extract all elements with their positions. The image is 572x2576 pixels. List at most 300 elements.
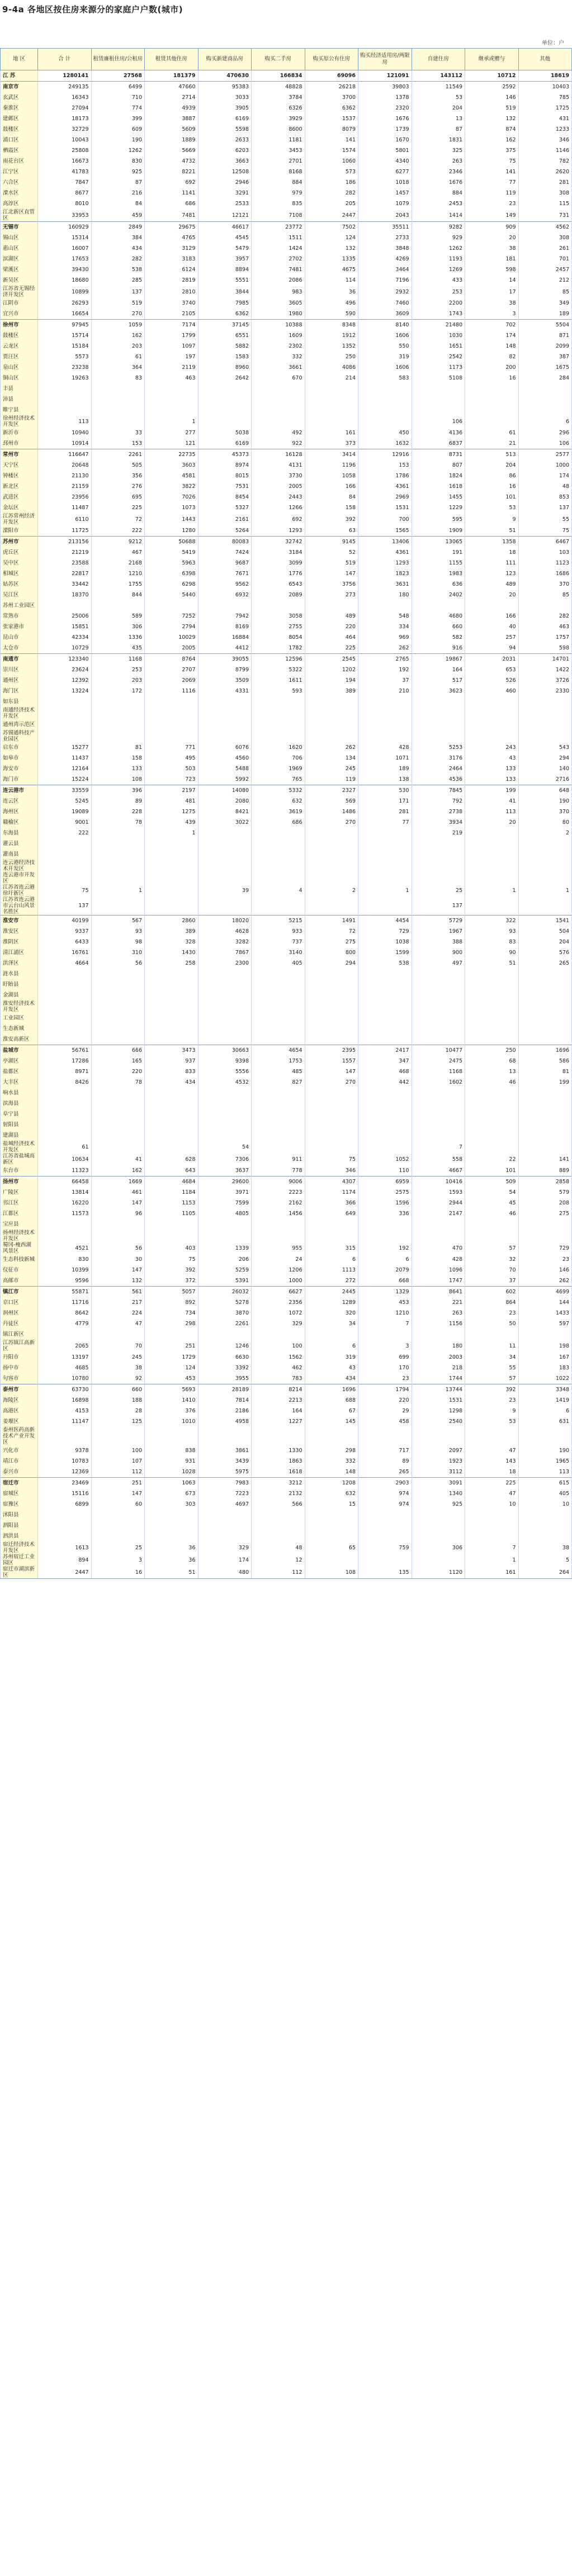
value-cell: 18 (465, 1467, 519, 1478)
region-cell: 淮安高新区 (1, 1034, 38, 1045)
value-cell (145, 719, 198, 730)
value-cell (358, 1219, 412, 1230)
value-cell: 33442 (38, 579, 92, 590)
value-cell: 1262 (91, 145, 145, 156)
value-cell: 188 (91, 1395, 145, 1406)
value-cell (412, 1531, 465, 1541)
value-cell: 530 (358, 785, 412, 796)
value-cell: 5259 (198, 1265, 252, 1275)
column-header: 地 区 (1, 49, 38, 70)
value-cell: 38 (465, 243, 519, 254)
value-cell: 1620 (252, 742, 305, 753)
value-cell (91, 415, 145, 428)
value-cell: 149 (465, 209, 519, 222)
value-cell: 1358 (465, 537, 519, 548)
value-cell: 492 (252, 428, 305, 438)
value-cell: 26293 (38, 298, 92, 309)
region-cell: 溧水区 (1, 188, 38, 198)
value-cell (252, 1098, 305, 1109)
value-cell (38, 1088, 92, 1098)
value-cell (305, 415, 358, 428)
value-cell: 8971 (38, 1066, 92, 1077)
value-cell: 4153 (38, 1406, 92, 1416)
value-cell (465, 415, 519, 428)
region-cell: 广陵区 (1, 1187, 38, 1198)
value-cell: 11573 (38, 1208, 92, 1219)
table-row (1, 502, 572, 513)
region-cell: 太仓市 (1, 643, 38, 654)
value-cell (305, 1098, 358, 1109)
value-cell: 52 (305, 547, 358, 558)
region-cell: 江苏常州经济开发区 (1, 513, 38, 525)
value-cell (38, 838, 92, 849)
value-cell (145, 1510, 198, 1520)
value-cell: 3176 (412, 753, 465, 763)
value-cell: 56 (91, 1242, 145, 1254)
value-cell (252, 415, 305, 428)
region-cell: 南京市 (1, 82, 38, 93)
value-cell (465, 1000, 519, 1013)
region-cell: 淮阴区 (1, 937, 38, 947)
value-cell (252, 1109, 305, 1119)
value-cell: 204 (465, 460, 519, 471)
value-cell: 1210 (358, 1308, 412, 1318)
table-row (1, 1467, 572, 1478)
value-cell: 4361 (358, 481, 412, 492)
value-cell: 1072 (252, 1308, 305, 1318)
value-cell: 5801 (358, 145, 412, 156)
value-cell: 2620 (518, 167, 572, 177)
value-cell: 1210 (91, 568, 145, 579)
value-cell: 194 (305, 675, 358, 686)
value-cell: 250 (465, 1045, 519, 1056)
value-cell: 10899 (38, 286, 92, 298)
value-cell: 28 (91, 1406, 145, 1416)
value-cell: 561 (91, 1287, 145, 1298)
value-cell: 5332 (252, 785, 305, 796)
value-cell (518, 1230, 572, 1242)
value-cell: 32742 (252, 537, 305, 548)
table-row (1, 937, 572, 947)
value-cell (252, 1119, 305, 1130)
value-cell (412, 1329, 465, 1340)
value-cell: 265 (358, 1467, 412, 1478)
value-cell (252, 838, 305, 849)
value-cell (518, 707, 572, 719)
region-cell: 崇川区 (1, 665, 38, 675)
value-cell: 692 (145, 177, 198, 188)
value-cell: 774 (91, 103, 145, 113)
value-cell: 111 (465, 558, 519, 568)
value-cell (518, 1531, 572, 1541)
value-cell: 1289 (305, 1297, 358, 1308)
table-row (1, 264, 572, 275)
region-cell: 宿豫区 (1, 1499, 38, 1510)
region-cell: 沛县 (1, 394, 38, 405)
value-cell: 1298 (412, 1406, 465, 1416)
value-cell: 5391 (198, 1275, 252, 1287)
value-cell: 72 (305, 926, 358, 937)
value-cell: 392 (145, 1265, 198, 1275)
region-cell: 扬中市 (1, 1363, 38, 1373)
value-cell (518, 1520, 572, 1531)
value-cell (38, 990, 92, 1000)
value-cell (91, 828, 145, 838)
value-cell (412, 979, 465, 990)
value-cell: 5669 (145, 145, 198, 156)
table-row (1, 590, 572, 600)
value-cell: 23 (358, 1373, 412, 1384)
value-cell: 7 (412, 1141, 465, 1153)
value-cell: 6433 (38, 937, 92, 947)
value-cell: 108 (305, 1566, 358, 1579)
value-cell: 609 (91, 124, 145, 135)
table-row (1, 742, 572, 753)
value-cell: 7531 (198, 481, 252, 492)
value-cell: 2592 (465, 82, 519, 93)
region-cell: 姜堰区 (1, 1416, 38, 1427)
value-cell: 15277 (38, 742, 92, 753)
value-cell: 1606 (358, 362, 412, 373)
value-cell (465, 383, 519, 394)
value-cell: 1173 (412, 362, 465, 373)
value-cell: 258 (145, 958, 198, 969)
value-cell: 1422 (518, 665, 572, 675)
value-cell: 296 (518, 428, 572, 438)
table-row (1, 947, 572, 958)
value-cell: 2003 (412, 1352, 465, 1363)
table-row (1, 341, 572, 352)
region-cell: 高港区 (1, 1406, 38, 1416)
region-cell: 海门市 (1, 774, 38, 785)
value-cell (518, 719, 572, 730)
value-cell: 70 (465, 1265, 519, 1275)
table-row (1, 177, 572, 188)
value-cell (465, 1230, 519, 1242)
table-row (1, 558, 572, 568)
value-cell: 4532 (198, 1077, 252, 1088)
value-cell: 11716 (38, 1297, 92, 1308)
table-row (1, 1566, 572, 1579)
value-cell: 16884 (198, 632, 252, 643)
value-cell: 30663 (198, 1045, 252, 1056)
value-cell: 1599 (358, 947, 412, 958)
value-cell: 212 (518, 275, 572, 286)
value-cell: 892 (145, 1297, 198, 1308)
value-cell: 597 (518, 1318, 572, 1329)
value-cell (91, 600, 145, 611)
value-cell: 389 (145, 926, 198, 937)
value-cell (465, 1219, 519, 1230)
value-cell: 9001 (38, 817, 92, 828)
value-cell (305, 1329, 358, 1340)
value-cell: 213156 (38, 537, 92, 548)
value-cell: 2464 (412, 763, 465, 774)
value-cell: 1969 (252, 763, 305, 774)
value-cell: 21219 (38, 547, 92, 558)
value-cell: 5551 (198, 275, 252, 286)
value-cell: 1105 (145, 1208, 198, 1219)
value-cell: 631 (518, 1416, 572, 1427)
value-cell: 8079 (305, 124, 358, 135)
value-cell: 937 (145, 1056, 198, 1066)
value-cell (358, 1130, 412, 1141)
value-cell: 700 (358, 513, 412, 525)
value-cell: 21130 (38, 471, 92, 481)
value-cell: 27094 (38, 103, 92, 113)
value-cell: 7 (465, 1541, 519, 1554)
table-row (1, 113, 572, 124)
value-cell: 428 (412, 1254, 465, 1265)
value-cell: 1491 (305, 915, 358, 927)
value-cell: 121 (145, 438, 198, 449)
value-cell (465, 1098, 519, 1109)
value-cell (38, 872, 92, 884)
value-cell (198, 1000, 252, 1013)
value-cell: 2065 (38, 1340, 92, 1352)
value-cell: 7942 (198, 611, 252, 622)
value-cell: 101 (465, 1165, 519, 1176)
value-cell: 23 (465, 1395, 519, 1406)
table-row (1, 1230, 572, 1242)
value-cell: 2417 (358, 1045, 412, 1056)
region-cell: 句容市 (1, 1373, 38, 1384)
table-row (1, 969, 572, 979)
value-cell (465, 600, 519, 611)
value-cell: 41783 (38, 167, 92, 177)
value-cell: 11487 (38, 502, 92, 513)
value-cell (145, 405, 198, 415)
value-cell (465, 828, 519, 838)
value-cell: 8054 (252, 632, 305, 643)
value-cell: 245 (91, 1352, 145, 1363)
value-cell: 356 (91, 471, 145, 481)
value-cell (38, 1130, 92, 1141)
value-cell (198, 849, 252, 860)
value-cell: 4765 (145, 233, 198, 243)
region-cell: 铜山区 (1, 373, 38, 383)
value-cell: 251 (145, 1340, 198, 1352)
table-row (1, 330, 572, 341)
value-cell: 4805 (198, 1208, 252, 1219)
value-cell (358, 1520, 412, 1531)
value-cell: 583 (358, 373, 412, 383)
value-cell: 133 (91, 763, 145, 774)
value-cell: 2733 (358, 233, 412, 243)
value-cell: 39803 (358, 82, 412, 93)
value-cell: 282 (305, 188, 358, 198)
value-cell: 1729 (145, 1352, 198, 1363)
value-cell (91, 872, 145, 884)
value-cell: 1609 (252, 330, 305, 341)
value-cell: 13197 (38, 1352, 92, 1363)
value-cell: 137 (91, 286, 145, 298)
value-cell (518, 838, 572, 849)
value-cell: 504 (518, 926, 572, 937)
value-cell: 1227 (252, 1416, 305, 1427)
value-cell: 3905 (198, 103, 252, 113)
table-row (1, 1427, 572, 1445)
value-cell: 4664 (38, 958, 92, 969)
value-cell: 23469 (38, 1478, 92, 1489)
region-cell: 如皋市 (1, 753, 38, 763)
value-cell: 218 (412, 1363, 465, 1373)
value-cell (38, 860, 92, 872)
column-header: 租赁廉租住房/公租房 (91, 49, 145, 70)
value-cell (38, 1531, 92, 1541)
value-cell: 1753 (252, 1056, 305, 1066)
value-cell (518, 849, 572, 860)
value-cell: 11147 (38, 1416, 92, 1427)
value-cell: 45373 (198, 449, 252, 461)
value-cell (358, 1510, 412, 1520)
table-row (1, 1308, 572, 1318)
value-cell: 573 (305, 167, 358, 177)
value-cell: 220 (91, 1066, 145, 1077)
region-cell: 江苏省连云港市云台山风景名胜区 (1, 896, 38, 915)
table-row (1, 1265, 572, 1275)
value-cell: 101 (465, 492, 519, 502)
value-cell: 2005 (145, 643, 198, 654)
value-cell: 388 (412, 937, 465, 947)
value-cell: 3623 (412, 686, 465, 696)
region-cell: 钟楼区 (1, 471, 38, 481)
value-cell: 39 (198, 884, 252, 896)
value-cell: 2810 (145, 286, 198, 298)
table-row (1, 696, 572, 707)
column-header: 合 计 (38, 49, 92, 70)
table-row (1, 611, 572, 622)
value-cell: 13406 (358, 537, 412, 548)
value-cell (252, 696, 305, 707)
value-cell: 3955 (198, 1373, 252, 1384)
value-cell (91, 969, 145, 979)
value-cell (518, 730, 572, 742)
value-cell: 172 (91, 686, 145, 696)
value-cell: 56761 (38, 1045, 92, 1056)
value-cell: 20648 (38, 460, 92, 471)
value-cell: 29675 (145, 222, 198, 233)
value-cell: 569 (305, 796, 358, 807)
value-cell (358, 707, 412, 719)
value-cell: 7847 (38, 177, 92, 188)
value-cell: 373 (305, 438, 358, 449)
region-cell: 惠山区 (1, 243, 38, 254)
value-cell: 77 (465, 177, 519, 188)
value-cell: 1116 (145, 686, 198, 696)
value-cell: 1557 (305, 1056, 358, 1066)
table-row (1, 990, 572, 1000)
value-cell: 5057 (145, 1287, 198, 1298)
value-cell: 593 (252, 686, 305, 696)
value-cell (91, 896, 145, 915)
value-cell (358, 872, 412, 884)
value-cell (412, 1219, 465, 1230)
value-cell: 503 (145, 763, 198, 774)
value-cell: 463 (518, 622, 572, 632)
region-cell: 灌南县 (1, 849, 38, 860)
value-cell: 1 (358, 884, 412, 896)
value-cell: 3282 (198, 937, 252, 947)
value-cell: 827 (252, 1077, 305, 1088)
value-cell (412, 990, 465, 1000)
value-cell: 4654 (252, 1045, 305, 1056)
table-row (1, 275, 572, 286)
value-cell: 148 (465, 341, 519, 352)
value-cell (412, 1510, 465, 1520)
table-row (1, 481, 572, 492)
value-cell: 134 (305, 753, 358, 763)
value-cell: 2545 (305, 654, 358, 665)
value-cell: 4131 (252, 460, 305, 471)
value-cell: 98 (91, 937, 145, 947)
value-cell: 203 (91, 675, 145, 686)
value-cell: 2395 (305, 1045, 358, 1056)
value-cell (465, 1023, 519, 1034)
value-cell (252, 828, 305, 838)
value-cell: 171 (358, 796, 412, 807)
value-cell: 979 (252, 188, 305, 198)
value-cell: 197 (145, 352, 198, 362)
value-cell: 830 (38, 1254, 92, 1265)
table-row (1, 730, 572, 742)
table-row (1, 492, 572, 502)
value-cell: 15714 (38, 330, 92, 341)
value-cell: 33953 (38, 209, 92, 222)
value-cell: 526 (465, 675, 519, 686)
value-cell (198, 1034, 252, 1045)
value-cell: 9 (465, 513, 519, 525)
value-cell: 3184 (252, 547, 305, 558)
value-cell: 114 (305, 275, 358, 286)
value-cell: 9212 (91, 537, 145, 548)
value-cell (252, 1219, 305, 1230)
value-cell (358, 828, 412, 838)
value-cell: 5215 (252, 915, 305, 927)
value-cell: 3605 (252, 298, 305, 309)
table-row (1, 1554, 572, 1566)
value-cell: 3464 (358, 264, 412, 275)
value-cell: 2577 (518, 449, 572, 461)
value-cell: 23 (465, 1308, 519, 1318)
value-cell: 1511 (252, 233, 305, 243)
value-cell: 884 (412, 188, 465, 198)
value-cell: 7252 (145, 611, 198, 622)
value-cell: 1593 (412, 1187, 465, 1198)
value-cell: 1739 (358, 124, 412, 135)
value-cell (358, 1034, 412, 1045)
value-cell: 8600 (252, 124, 305, 135)
value-cell (358, 405, 412, 415)
value-cell: 1755 (91, 579, 145, 590)
value-cell: 315 (305, 1242, 358, 1254)
value-cell: 3957 (198, 254, 252, 264)
value-cell: 6 (305, 1340, 358, 1352)
value-cell: 1486 (305, 807, 358, 817)
value-cell: 1743 (412, 309, 465, 320)
value-cell: 4581 (145, 471, 198, 481)
value-cell: 5882 (198, 341, 252, 352)
table-row (1, 915, 572, 927)
value-cell (412, 383, 465, 394)
value-cell: 8140 (358, 320, 412, 331)
value-cell: 110 (358, 1165, 412, 1176)
region-cell: 江苏省盐城高新区 (1, 1153, 38, 1165)
table-row (1, 1510, 572, 1520)
value-cell: 2 (305, 884, 358, 896)
table-row (1, 103, 572, 113)
region-cell: 贾汪区 (1, 352, 38, 362)
